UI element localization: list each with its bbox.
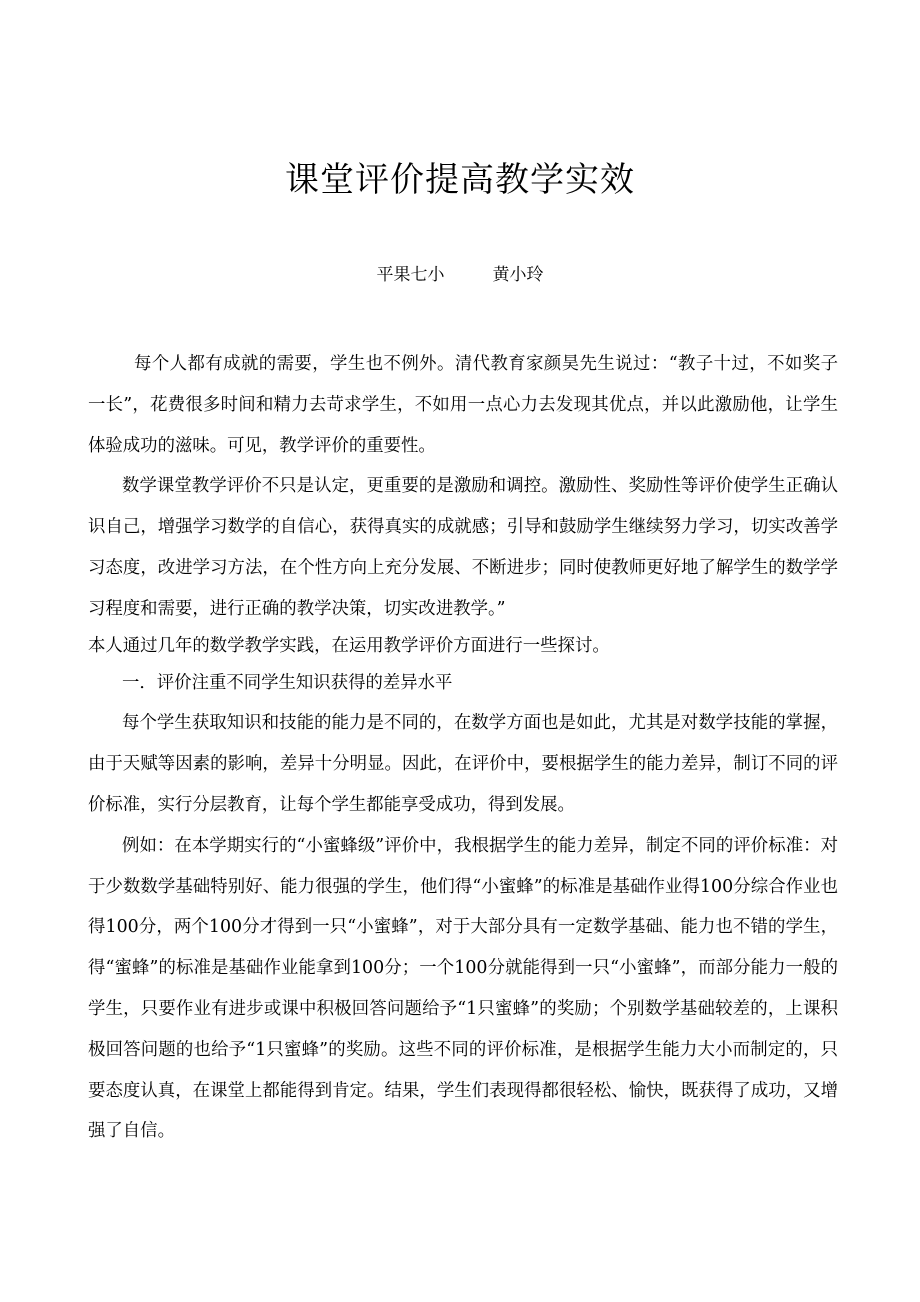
document-title: 课堂评价提高教学实效 bbox=[285, 160, 635, 200]
paragraph-evaluation-purpose: 数学课堂教学评价不只是认定，更重要的是激励和调控。激励性、奖励性等评价使学生正确认识自己，增强学习数学的自信心，获得真实的成就感；引导和鼓励学生继续努力学习，切实改善学习态度，改进学习方法，在个性方向上充分发展、不断进步；同时使教师更好地了解学生的数学学习程度和需要，进行正确的教学决策，切实改进教学。” bbox=[88, 476, 838, 619]
author-school: 平果七小 bbox=[376, 265, 445, 285]
paragraph-intro: 每个人都有成就的需要，学生也不例外。清代教育家颜昊先生说过：“教子十过，不如奖子一长”，花费很多时间和精力去苛求学生，不如用一点心力去发现其优点，并以此激励他，让学生体验成功的滋味。可见，教学评价的重要性。 bbox=[88, 354, 838, 456]
paragraph-example-bee-rating: 例如：在本学期实行的“小蜜蜂级”评价中，我根据学生的能力差异，制定不同的评价标准：对于少数数学基础特别好、能力很强的学生，他们得“小蜜蜂”的标准是基础作业得100分综合作业也得100分，两个100分才得到一只“小蜜蜂”，对于大部分具有一定数学基础、能力也不错的学生，得“蜜蜂”的标准是基础作业能拿到100分；一个100分就能得到一只“小蜜蜂”，而部分能力一般的学生，只要作业有进步或课中积极回答问题给予“1只蜜蜂”的奖励；个别数学基础较差的，上课积极回答问题的也给予“1只蜜蜂”的奖励。这些不同的评价标准，是根据学生能力大小而制定的，只要态度认真，在课堂上都能得到肯定。结果，学生们表现得都很轻松、愉快，既获得了成功，又增强了自信。 bbox=[88, 835, 838, 1142]
section-heading-1: 一．评价注重不同学生知识获得的差异水平 bbox=[122, 672, 453, 693]
author-name: 黄小玲 bbox=[492, 265, 544, 285]
document-body bbox=[88, 344, 838, 1152]
paragraph-practice-statement: 本人通过几年的数学教学实践，在运用教学评价方面进行一些探讨。 bbox=[88, 635, 610, 656]
paragraph-student-differences: 每个学生获取知识和技能的能力是不同的，在数学方面也是如此，尤其是对数学技能的掌握，由于天赋等因素的影响，差异十分明显。因此，在评价中，要根据学生的能力差异，制订不同的评价标准，实行分层教育，让每个学生都能享受成功，得到发展。 bbox=[88, 713, 838, 815]
author-line bbox=[0, 262, 920, 288]
